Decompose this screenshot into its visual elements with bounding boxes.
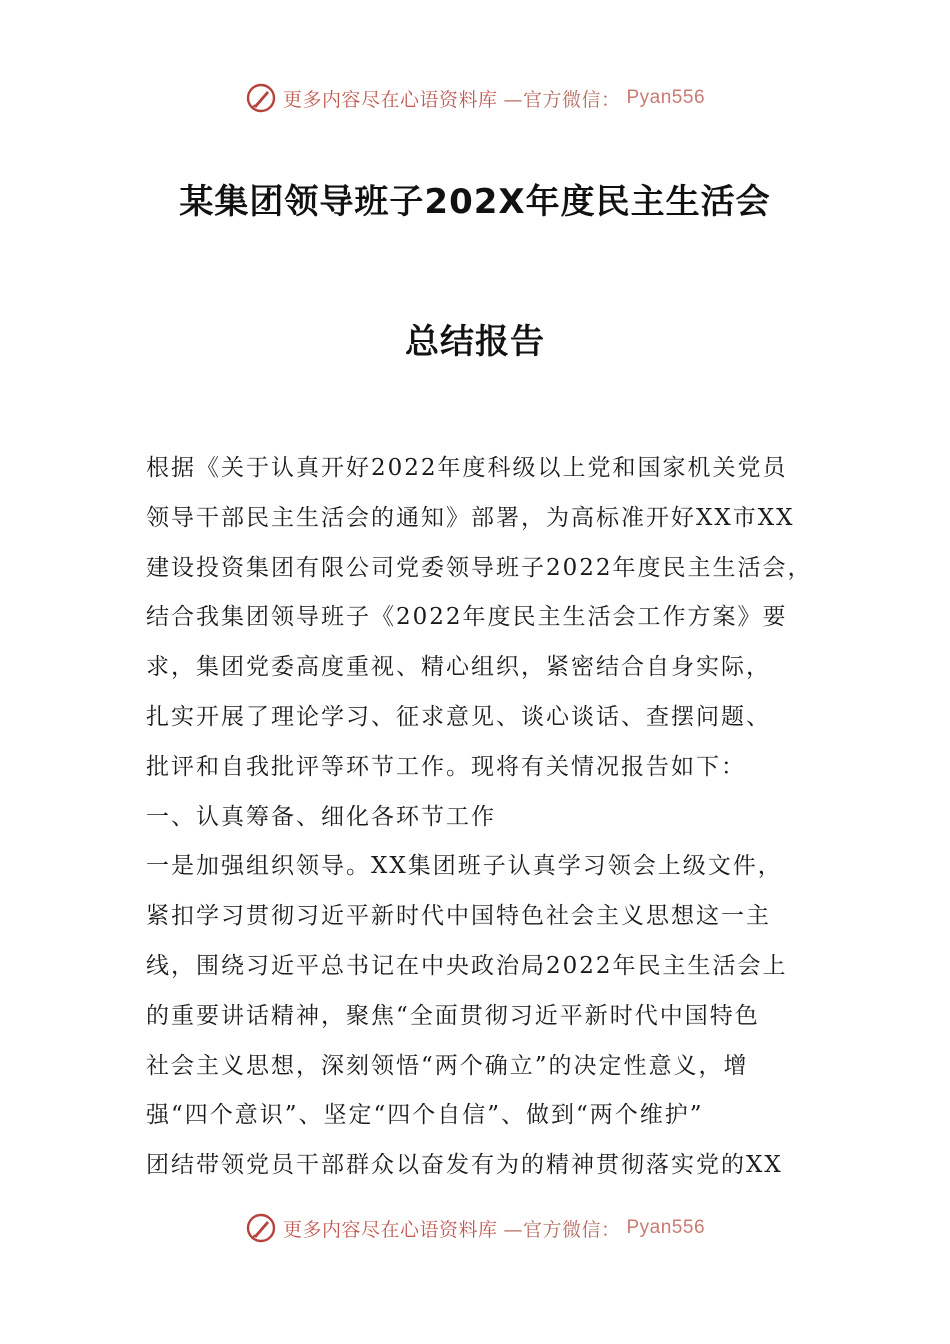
watermark-brand: 更多内容尽在心语资料库	[282, 88, 498, 111]
body-line: 一是加强组织领导。XX集团班子认真学习领会上级文件，	[146, 853, 783, 880]
watermark-official: —官方微信：	[503, 88, 621, 111]
body-line: 结合我集团领导班子《2022年度民主生活会工作方案》要	[146, 604, 788, 631]
body-line: 求，集团党委高度重视、精心组织，紧密结合自身实际，	[146, 654, 771, 681]
footer-watermark	[0, 1212, 950, 1244]
body-line: 团结带领党员干部群众以奋发有为的精神贯彻落实党的XX	[146, 1152, 783, 1179]
body-line: 根据《关于认真开好2022年度科级以上党和国家机关党员	[146, 455, 788, 481]
header-watermark	[0, 82, 950, 114]
watermark-wechat-id: Pyan556	[626, 87, 706, 108]
body-line: 的重要讲话精神，聚焦“全面贯彻习近平新时代中国特色	[146, 1002, 760, 1029]
body-line: 建设投资集团有限公司党委领导班子2022年度民主生活会，	[146, 554, 813, 581]
watermark-wechat-id: Pyan556	[626, 1217, 706, 1238]
document-subtitle: 总结报告	[405, 322, 545, 362]
body-line: 扎实开展了理论学习、征求意见、谈心谈话、查摆问题、	[146, 703, 771, 730]
body-line: 紧扣学习贯彻习近平新时代中国特色社会主义思想这一主	[146, 903, 771, 930]
watermark-official: —官方微信：	[503, 1218, 621, 1241]
section-heading: 一、认真筹备、细化各环节工作	[146, 803, 496, 830]
document-title: 某集团领导班子202X年度民主生活会	[179, 182, 771, 222]
body-line: 社会主义思想，深刻领悟“两个确立”的决定性意义，增	[146, 1052, 749, 1079]
quill-circle-icon	[245, 1212, 277, 1244]
document-body	[146, 444, 813, 1191]
body-line: 批评和自我批评等环节工作。现将有关情况报告如下：	[146, 753, 746, 780]
body-line: 领导干部民主生活会的通知》部署，为高标准开好XX市XX	[146, 504, 795, 531]
body-line: 线，围绕习近平总书记在中央政治局2022年民主生活会上	[146, 952, 788, 979]
watermark-brand: 更多内容尽在心语资料库	[282, 1218, 498, 1241]
quill-circle-icon	[245, 82, 277, 114]
body-line: 强“四个意识”、坚定“四个自信”、做到“两个维护”	[146, 1102, 704, 1129]
